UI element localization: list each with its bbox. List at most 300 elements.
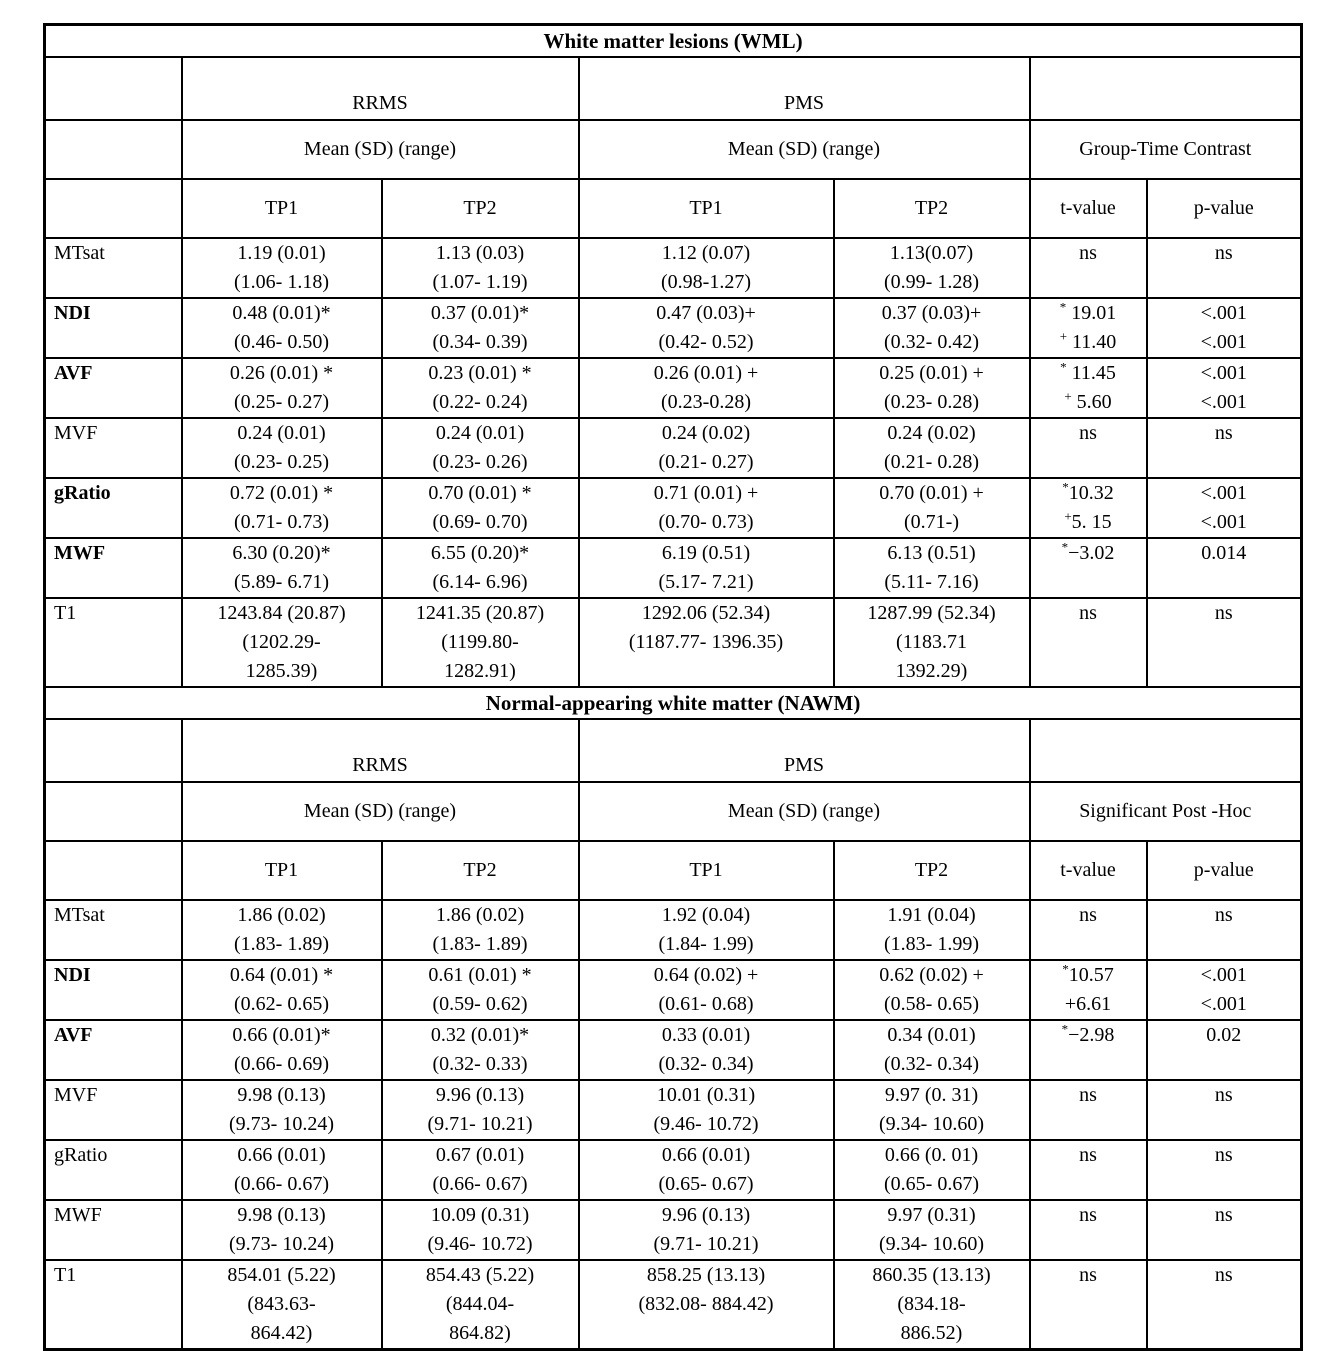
value-line: (0.32- 0.34): [658, 1053, 754, 1075]
section-title: White matter lesions (WML): [45, 25, 1302, 58]
t-value-cell: [1030, 298, 1147, 358]
value-line: 0.61 (0.01) *: [428, 964, 532, 986]
value-line: (0.65- 0.67): [658, 1173, 754, 1195]
p-value-cell: [1147, 1080, 1302, 1140]
value-line: 1292.06 (52.34): [641, 602, 771, 624]
p-value-cell: [1147, 358, 1302, 418]
wml-data-section: [45, 238, 1302, 687]
value-line: 0.26 (0.01) *: [229, 362, 334, 384]
p-value-line: <.001: [1200, 362, 1247, 384]
value-line: 9.98 (0.13): [237, 1204, 326, 1226]
p-value-line: <.001: [1200, 331, 1247, 353]
value-cell: [834, 478, 1030, 538]
value-line: 854.01 (5.22): [227, 1264, 336, 1286]
value-line: (1.06- 1.18): [234, 271, 329, 293]
p-value-header: p-value: [1147, 841, 1302, 900]
nawm-data-section: [45, 900, 1302, 1350]
value-cell: [182, 238, 382, 298]
value-cell: [834, 418, 1030, 478]
value-line: 864.82): [449, 1322, 511, 1344]
significance-marker: +: [1059, 328, 1068, 344]
value-cell: [182, 1260, 382, 1350]
significance-marker: *: [1061, 1021, 1069, 1037]
timepoint-header-row: [45, 179, 1302, 238]
section-title-row: [45, 687, 1302, 719]
t-value-line: + 11.40: [1059, 328, 1117, 353]
t-value-line: ns: [1079, 1144, 1097, 1166]
value-line: (1.07- 1.19): [432, 271, 528, 293]
value-cell: [382, 1260, 579, 1350]
group-header-pms: PMS: [579, 57, 1030, 120]
p-value-cell: [1147, 1200, 1302, 1260]
value-line: (1.83- 1.99): [884, 933, 979, 955]
table-row: [45, 960, 1302, 1020]
value-cell: [182, 1140, 382, 1200]
value-line: (1.84- 1.99): [658, 933, 754, 955]
value-line: (9.73- 10.24): [229, 1233, 334, 1255]
value-cell: [834, 1140, 1030, 1200]
value-cell: [579, 538, 834, 598]
value-line: 0.66 (0.01)*: [232, 1024, 331, 1046]
value-cell: [382, 1200, 579, 1260]
value-cell: [579, 1140, 834, 1200]
significance-marker: *: [1060, 359, 1067, 375]
p-value-cell: [1147, 1260, 1302, 1350]
value-line: 0.37 (0.03)+: [881, 302, 982, 324]
value-line: (9.71- 10.21): [653, 1233, 759, 1255]
p-value-cell: [1147, 900, 1302, 960]
value-line: (0.99- 1.28): [884, 271, 979, 293]
contrast-spacer-cell: [1030, 719, 1302, 782]
p-value-line: ns: [1214, 904, 1233, 926]
value-line: (0.66- 0.67): [234, 1173, 329, 1195]
value-line: 1285.39): [245, 660, 318, 682]
row-label: T1: [45, 598, 182, 687]
t-value-line: +6.61: [1064, 993, 1112, 1015]
value-line: 1243.84 (20.87): [217, 602, 346, 624]
value-line: (0.21- 0.27): [658, 451, 754, 473]
significance-marker: *: [1061, 539, 1069, 555]
value-line: (0.66- 0.69): [234, 1053, 329, 1075]
t-value-line: ns: [1079, 1204, 1097, 1226]
group-header-pms: PMS: [579, 719, 1030, 782]
value-line: (1.83- 1.89): [432, 933, 528, 955]
value-cell: [834, 598, 1030, 687]
group-header-row: [45, 57, 1302, 120]
value-cell: [382, 538, 579, 598]
value-cell: [382, 238, 579, 298]
value-line: (0.34- 0.39): [432, 331, 528, 353]
p-value-line: <.001: [1200, 482, 1247, 504]
tp2-header: TP2: [382, 179, 579, 238]
value-line: 864.42): [250, 1322, 313, 1344]
significance-marker: +: [1064, 388, 1072, 404]
value-cell: [182, 1080, 382, 1140]
value-line: 886.52): [900, 1322, 963, 1344]
value-line: (9.46- 10.72): [427, 1233, 533, 1255]
value-cell: [382, 1140, 579, 1200]
value-line: (0.62- 0.65): [234, 993, 329, 1015]
tp2-header: TP2: [382, 841, 579, 900]
mean-sd-range-header: Mean (SD) (range): [182, 120, 579, 179]
value-line: (1187.77- 1396.35): [628, 631, 784, 653]
value-line: (9.34- 10.60): [879, 1233, 984, 1255]
value-line: (0.46- 0.50): [234, 331, 329, 353]
p-value-line: 0.014: [1201, 542, 1247, 564]
value-line: (1199.80-: [441, 631, 519, 653]
value-line: (0.23-0.28): [661, 391, 751, 413]
value-line: (0.23- 0.25): [234, 451, 329, 473]
p-value-line: ns: [1214, 602, 1233, 624]
value-line: (0.32- 0.34): [884, 1053, 979, 1075]
corner-cell: [45, 782, 182, 841]
value-line: (0.42- 0.52): [658, 331, 754, 353]
p-value-line: <.001: [1200, 964, 1247, 986]
value-line: 0.24 (0.01): [237, 422, 326, 444]
row-label: NDI: [45, 960, 182, 1020]
value-line: (0.23- 0.28): [884, 391, 979, 413]
mean-sd-range-header: Mean (SD) (range): [579, 782, 1030, 841]
contrast-spacer-cell: [1030, 57, 1302, 120]
corner-cell: [45, 719, 182, 782]
t-value-line: * 11.45: [1060, 359, 1116, 384]
value-line: 0.66 (0.01): [237, 1144, 326, 1166]
value-line: 0.34 (0.01): [887, 1024, 976, 1046]
t-value-cell: [1030, 478, 1147, 538]
row-label: AVF: [45, 358, 182, 418]
p-value-line: <.001: [1200, 993, 1247, 1015]
row-label: NDI: [45, 298, 182, 358]
t-value-cell: [1030, 538, 1147, 598]
table-row: [45, 538, 1302, 598]
t-value-line: ns: [1079, 1264, 1097, 1286]
value-line: 0.25 (0.01) +: [879, 362, 984, 384]
value-line: (0.22- 0.24): [432, 391, 528, 413]
posthoc-header: Significant Post -Hoc: [1030, 782, 1302, 841]
value-line: (0.32- 0.33): [432, 1053, 528, 1075]
t-value-line: ns: [1079, 242, 1097, 264]
value-line: (1202.29-: [242, 631, 321, 653]
p-value-line: <.001: [1200, 302, 1247, 324]
t-value-cell: [1030, 1260, 1147, 1350]
value-cell: [834, 1080, 1030, 1140]
p-value-line: <.001: [1200, 391, 1247, 413]
value-line: (5.89- 6.71): [234, 571, 329, 593]
t-value-cell: [1030, 960, 1147, 1020]
row-label: MVF: [45, 418, 182, 478]
value-cell: [382, 900, 579, 960]
value-line: 9.97 (0.31): [887, 1204, 976, 1226]
value-line: 0.71 (0.01) +: [653, 482, 759, 504]
value-cell: [382, 358, 579, 418]
value-cell: [834, 358, 1030, 418]
value-line: 1.86 (0.02): [435, 904, 525, 926]
value-line: (843.63-: [247, 1293, 316, 1315]
p-value-cell: [1147, 298, 1302, 358]
contrast-header: Group-Time Contrast: [1030, 120, 1302, 179]
value-cell: [579, 1020, 834, 1080]
row-label: gRatio: [45, 1140, 182, 1200]
corner-cell: [45, 841, 182, 900]
value-line: (9.34- 10.60): [879, 1113, 984, 1135]
value-line: 6.13 (0.51): [887, 542, 976, 564]
t-value-cell: [1030, 598, 1147, 687]
value-line: 0.24 (0.02): [661, 422, 751, 444]
row-label: T1: [45, 1260, 182, 1350]
value-line: (0.58- 0.65): [884, 993, 979, 1015]
value-line: (1183.71: [896, 631, 967, 653]
value-cell: [834, 298, 1030, 358]
value-cell: [382, 598, 579, 687]
row-label: MWF: [45, 538, 182, 598]
table-row: [45, 900, 1302, 960]
value-line: 1.19 (0.01): [237, 242, 326, 264]
value-cell: [834, 960, 1030, 1020]
value-cell: [579, 1200, 834, 1260]
value-line: (5.11- 7.16): [884, 571, 979, 593]
tp2-header: TP2: [834, 841, 1030, 900]
value-line: (0.23- 0.26): [432, 451, 528, 473]
t-value-cell: [1030, 1140, 1147, 1200]
t-value-line: * 19.01: [1059, 299, 1117, 324]
value-cell: [834, 238, 1030, 298]
value-line: 1.91 (0.04): [887, 904, 976, 926]
value-line: (9.46- 10.72): [653, 1113, 759, 1135]
p-value-cell: [1147, 1020, 1302, 1080]
significance-marker: *: [1062, 479, 1069, 495]
value-line: 0.70 (0.01) *: [428, 482, 532, 504]
table-row: [45, 418, 1302, 478]
p-value-cell: [1147, 418, 1302, 478]
value-line: 10.09 (0.31): [430, 1204, 530, 1226]
value-cell: [579, 598, 834, 687]
value-line: 0.33 (0.01): [661, 1024, 751, 1046]
table-row: [45, 1260, 1302, 1350]
significance-marker: *: [1062, 961, 1069, 977]
t-value-cell: [1030, 358, 1147, 418]
value-cell: [834, 900, 1030, 960]
value-line: 0.70 (0.01) +: [879, 482, 984, 504]
value-line: 6.55 (0.20)*: [430, 542, 530, 564]
t-value-cell: [1030, 238, 1147, 298]
group-header-rrms: RRMS: [182, 719, 579, 782]
value-cell: [182, 418, 382, 478]
table-row: [45, 358, 1302, 418]
value-line: 0.62 (0.02) +: [879, 964, 984, 986]
value-line: 1.13(0.07): [889, 242, 974, 264]
value-line: 1.13 (0.03): [435, 242, 525, 264]
p-value-line: ns: [1214, 1204, 1233, 1226]
value-line: 0.24 (0.01): [435, 422, 525, 444]
p-value-cell: [1147, 1140, 1302, 1200]
nawm-header-section: [45, 687, 1302, 900]
value-line: (832.08- 884.42): [638, 1293, 774, 1315]
value-line: 10.01 (0.31): [656, 1084, 756, 1106]
value-line: (0.65- 0.67): [884, 1173, 979, 1195]
value-line: 860.35 (13.13): [872, 1264, 991, 1286]
value-cell: [182, 298, 382, 358]
value-line: 6.30 (0.20)*: [232, 542, 331, 564]
table-row: [45, 1080, 1302, 1140]
tp1-header: TP1: [579, 179, 834, 238]
mean-sd-range-header: Mean (SD) (range): [182, 782, 579, 841]
tp2-header: TP2: [834, 179, 1030, 238]
value-line: 0.72 (0.01) *: [229, 482, 334, 504]
value-cell: [579, 1080, 834, 1140]
value-cell: [182, 1200, 382, 1260]
corner-cell: [45, 120, 182, 179]
value-cell: [182, 900, 382, 960]
value-line: 0.26 (0.01) +: [653, 362, 759, 384]
p-value-cell: [1147, 538, 1302, 598]
value-line: 0.66 (0. 01): [884, 1144, 979, 1166]
group-header-rrms: RRMS: [182, 57, 579, 120]
value-line: (0.32- 0.42): [884, 331, 979, 353]
value-cell: [579, 418, 834, 478]
value-line: (0.59- 0.62): [432, 993, 528, 1015]
value-line: 0.23 (0.01) *: [428, 362, 532, 384]
table-row: [45, 238, 1302, 298]
value-line: (5.17- 7.21): [658, 571, 754, 593]
t-value-cell: [1030, 1020, 1147, 1080]
value-cell: [382, 1080, 579, 1140]
t-value-line: ns: [1079, 1084, 1097, 1106]
p-value-line: <.001: [1200, 511, 1247, 533]
value-line: 0.24 (0.02): [887, 422, 976, 444]
p-value-cell: [1147, 960, 1302, 1020]
value-cell: [382, 478, 579, 538]
p-value-line: ns: [1214, 1084, 1233, 1106]
value-line: 1282.91): [444, 660, 516, 682]
value-line: 6.19 (0.51): [661, 542, 751, 564]
p-value-line: ns: [1214, 1144, 1233, 1166]
value-cell: [382, 418, 579, 478]
value-line: (1.83- 1.89): [234, 933, 329, 955]
mean-sd-range-header: Mean (SD) (range): [579, 120, 1030, 179]
t-value-line: ns: [1079, 422, 1097, 444]
value-cell: [182, 478, 382, 538]
table-row: [45, 1020, 1302, 1080]
value-cell: [382, 298, 579, 358]
value-cell: [579, 298, 834, 358]
value-cell: [579, 238, 834, 298]
value-line: 1.86 (0.02): [237, 904, 326, 926]
tp1-header: TP1: [182, 841, 382, 900]
value-line: 9.97 (0. 31): [884, 1084, 979, 1106]
value-line: 0.64 (0.01) *: [229, 964, 334, 986]
row-label: MVF: [45, 1080, 182, 1140]
value-cell: [834, 1020, 1030, 1080]
value-cell: [579, 1260, 834, 1350]
t-value-line: *10.57: [1062, 961, 1114, 986]
value-line: 0.67 (0.01): [435, 1144, 525, 1166]
t-value-line: +5. 15: [1064, 508, 1112, 533]
value-line: 0.37 (0.01)*: [430, 302, 530, 324]
t-value-header: t-value: [1030, 841, 1147, 900]
value-cell: [182, 1020, 382, 1080]
value-cell: [182, 358, 382, 418]
value-cell: [182, 598, 382, 687]
value-line: (844.04-: [445, 1293, 515, 1315]
t-value-line: *−3.02: [1061, 539, 1115, 564]
value-line: (0.71-): [904, 511, 959, 533]
table-row: [45, 1140, 1302, 1200]
value-line: (0.98-1.27): [661, 271, 751, 293]
value-line: 0.32 (0.01)*: [430, 1024, 530, 1046]
p-value-cell: [1147, 478, 1302, 538]
p-value-line: ns: [1214, 422, 1233, 444]
value-line: 1.12 (0.07): [661, 242, 751, 264]
value-cell: [834, 538, 1030, 598]
value-line: (0.61- 0.68): [658, 993, 754, 1015]
value-line: (0.25- 0.27): [234, 391, 329, 413]
value-line: 0.64 (0.02) +: [653, 964, 759, 986]
row-label: MTsat: [45, 238, 182, 298]
t-value-line: ns: [1079, 904, 1097, 926]
mean-header-row: [45, 782, 1302, 841]
t-value-line: *−2.98: [1061, 1021, 1115, 1046]
value-cell: [579, 960, 834, 1020]
significance-marker: *: [1059, 299, 1067, 315]
table-row: [45, 478, 1302, 538]
value-line: (0.69- 0.70): [432, 511, 528, 533]
value-line: 1287.99 (52.34): [867, 602, 996, 624]
value-line: (0.71- 0.73): [234, 511, 329, 533]
p-value-cell: [1147, 238, 1302, 298]
t-value-cell: [1030, 900, 1147, 960]
table-row: [45, 598, 1302, 687]
value-line: (0.21- 0.28): [884, 451, 979, 473]
p-value-line: ns: [1214, 242, 1233, 264]
value-cell: [834, 1260, 1030, 1350]
value-line: 0.66 (0.01): [661, 1144, 751, 1166]
value-line: (0.66- 0.67): [432, 1173, 528, 1195]
t-value-header: t-value: [1030, 179, 1147, 238]
table-row: [45, 1200, 1302, 1260]
t-value-cell: [1030, 1200, 1147, 1260]
timepoint-header-row: [45, 841, 1302, 900]
value-line: (6.14- 6.96): [432, 571, 528, 593]
value-line: 9.96 (0.13): [661, 1204, 751, 1226]
section-title-row: [45, 25, 1302, 58]
row-label: gRatio: [45, 478, 182, 538]
row-label: AVF: [45, 1020, 182, 1080]
p-value-header: p-value: [1147, 179, 1302, 238]
wml-header-section: [45, 25, 1302, 239]
value-cell: [182, 538, 382, 598]
corner-cell: [45, 179, 182, 238]
corner-cell: [45, 57, 182, 120]
t-value-line: + 5.60: [1064, 388, 1112, 413]
group-header-row: [45, 719, 1302, 782]
row-label: MTsat: [45, 900, 182, 960]
t-value-line: *10.32: [1062, 479, 1114, 504]
value-line: 9.96 (0.13): [435, 1084, 525, 1106]
value-line: 1392.29): [895, 660, 968, 682]
row-label: MWF: [45, 1200, 182, 1260]
t-value-line: ns: [1079, 602, 1097, 624]
value-line: 0.47 (0.03)+: [656, 302, 756, 324]
value-cell: [579, 900, 834, 960]
value-line: 858.25 (13.13): [646, 1264, 766, 1286]
t-value-cell: [1030, 1080, 1147, 1140]
tp1-header: TP1: [579, 841, 834, 900]
p-value-line: 0.02: [1206, 1024, 1242, 1046]
value-cell: [182, 960, 382, 1020]
value-line: (9.71- 10.21): [427, 1113, 533, 1135]
section-title: Normal-appearing white matter (NAWM): [45, 687, 1302, 719]
value-line: (0.70- 0.73): [658, 511, 754, 533]
